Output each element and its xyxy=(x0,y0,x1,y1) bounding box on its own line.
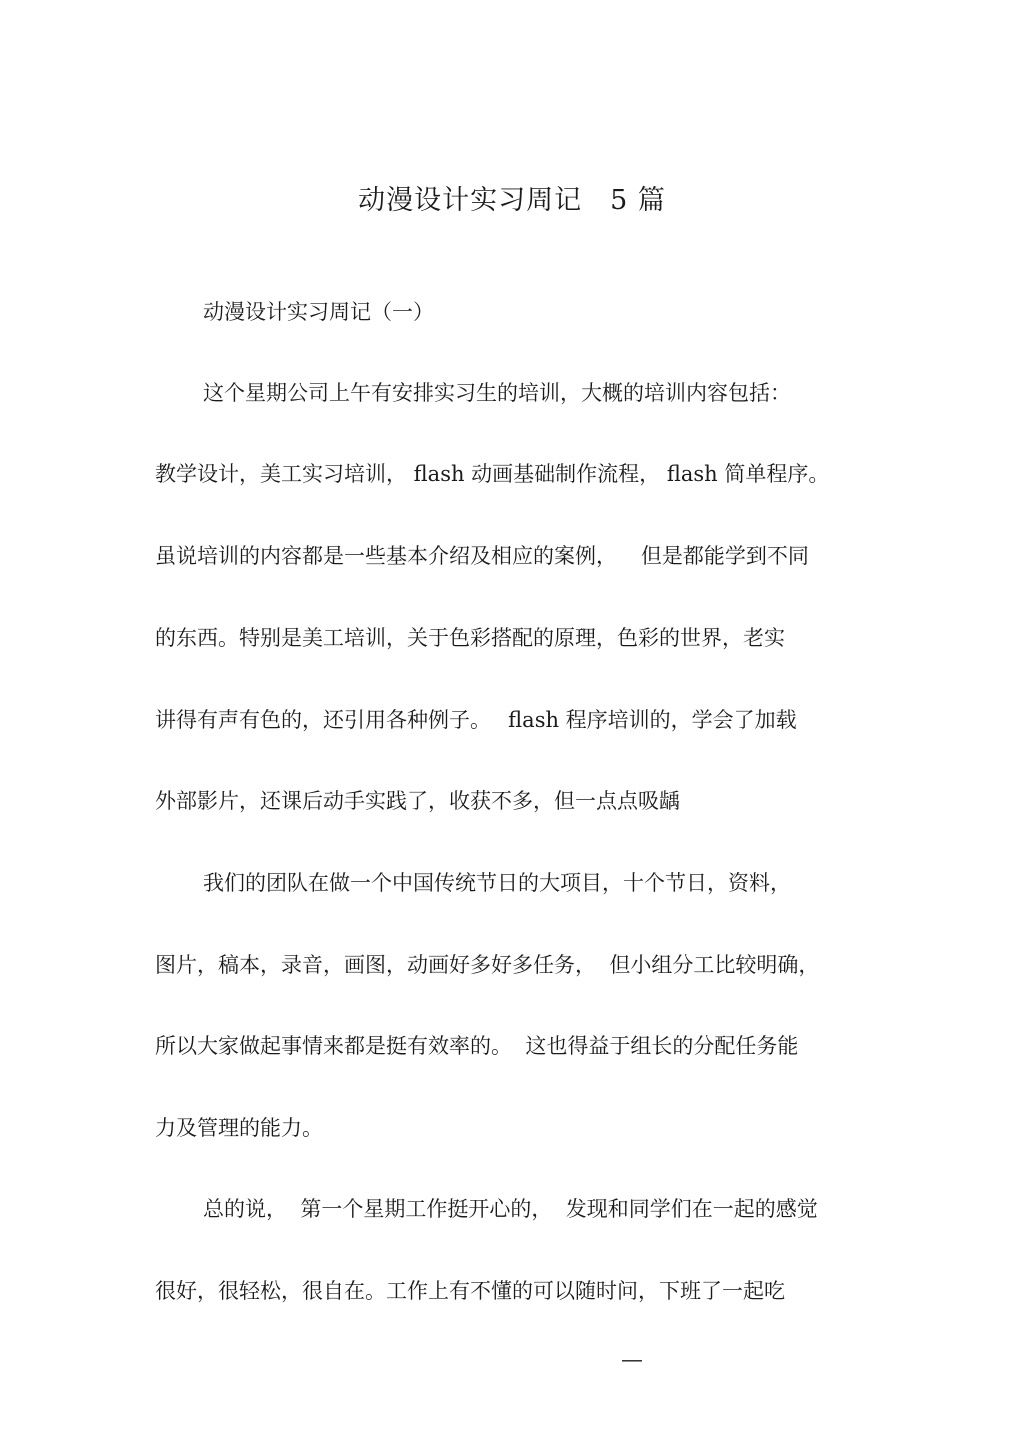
paragraph-line: 外部影片，还课后动手实践了，收获不多，但一点点吸龋 xyxy=(155,789,680,813)
paragraph-line: 这个星期公司上午有安排实习生的培训，大概的培训内容包括： xyxy=(203,381,791,405)
paragraph-line: 虽说培训的内容都是一些基本介绍及相应的案例， 但是都能学到不同 xyxy=(155,544,809,568)
paragraph-line: 教学设计，美工实习培训， flash 动画基础制作流程， flash 简单程序。 xyxy=(155,462,830,486)
paragraph-line: 很好，很轻松，很自在。工作上有不懂的可以随时问，下班了一起吃 xyxy=(155,1279,785,1303)
paragraph-line: 图片，稿本，录音，画图，动画好多好多任务， 但小组分工比较明确， xyxy=(155,953,820,977)
paragraph-line: 我们的团队在做一个中国传统节日的大项目，十个节日，资料， xyxy=(203,871,791,895)
paragraph-line: 总的说， 第一个星期工作挺开心的， 发现和同学们在一起的感觉 xyxy=(203,1197,818,1221)
page-number-mark: — xyxy=(622,1349,642,1371)
paragraph-line: 的东西。特别是美工培训，关于色彩搭配的原理，色彩的世界，老实 xyxy=(155,626,785,650)
paragraph-line: 讲得有声有色的，还引用各种例子。 flash 程序培训的，学会了加载 xyxy=(155,708,797,732)
document-title: 动漫设计实习周记 5 篇 xyxy=(358,185,666,216)
paragraph-line: 力及管理的能力。 xyxy=(155,1116,323,1140)
paragraph-line: 所以大家做起事情来都是挺有效率的。 这也得益于组长的分配任务能 xyxy=(155,1034,799,1058)
section-heading: 动漫设计实习周记（一） xyxy=(203,300,434,324)
